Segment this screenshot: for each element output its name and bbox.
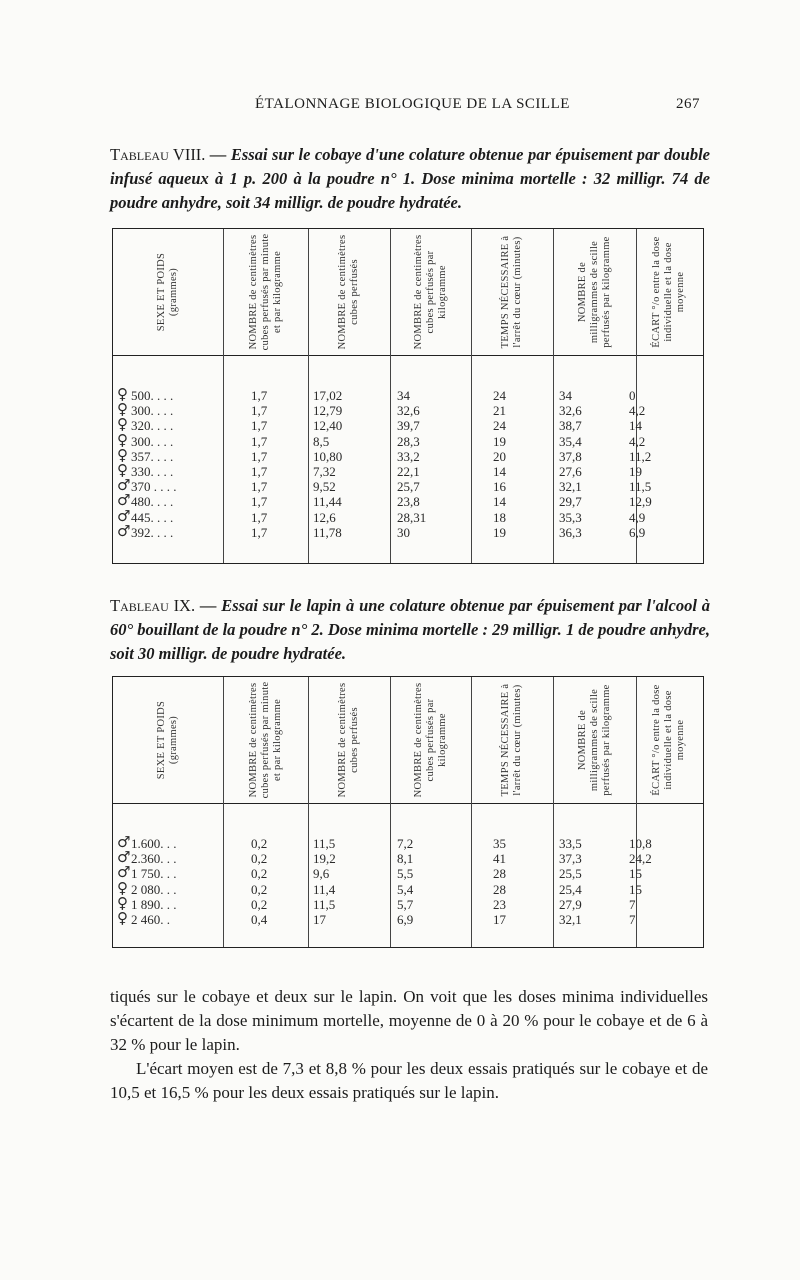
table8-header: [113, 229, 703, 356]
value-cell-4: 6,9: [397, 912, 414, 927]
sex-symbol: ♀: [117, 878, 128, 897]
value-cell-3: 11,44: [313, 494, 342, 510]
value-cell-2: 0,2: [251, 896, 268, 912]
column-header-label: NOMBRE de milligrammes de scille perfusés par kilogramme: [576, 684, 612, 796]
value-cell-7: 14: [629, 418, 642, 434]
value-cell-5: 14: [493, 464, 506, 479]
value-cell-4: 22,1: [397, 464, 420, 479]
value-cell-3: 17: [313, 912, 326, 927]
value-cell-4: 25,7: [397, 479, 420, 495]
table8-caption: [110, 143, 710, 215]
value-cell-4: 5,4: [397, 881, 414, 897]
table-row: [113, 863, 703, 882]
column-header-1: [113, 677, 224, 803]
weight-cell: 2 460. .: [131, 912, 170, 927]
value-cell-2: 0,2: [251, 836, 268, 851]
weight-cell: 300. . . .: [131, 433, 174, 449]
sex-symbol: ♀: [117, 445, 128, 464]
value-cell-5: 28: [493, 866, 506, 882]
column-header-4: [390, 229, 472, 355]
sex-symbol: ♂: [117, 476, 131, 495]
value-cell-2: 1,7: [251, 433, 268, 449]
sex-symbol: ♂: [117, 863, 131, 882]
value-cell-4: 5,7: [397, 896, 414, 912]
value-cell-2: 0,4: [251, 912, 268, 927]
weight-cell: 445. . . .: [131, 509, 174, 525]
value-cell-5: 20: [493, 448, 506, 464]
table9-body: [113, 803, 703, 947]
value-cell-5: 41: [493, 851, 506, 867]
column-header-6: [553, 229, 637, 355]
sex-symbol: ♀: [117, 415, 128, 434]
value-cell-6: 34: [559, 388, 572, 403]
value-cell-6: 32,1: [559, 912, 582, 927]
column-header-label: NOMBRE de centimètres cubes perfusés: [337, 682, 360, 798]
page-number: 267: [676, 96, 700, 112]
table-row: [113, 893, 703, 913]
sex-symbol: ♀: [117, 385, 128, 403]
paragraph-2: L'écart moyen est de 7,3 et 8,8 % pour les deux essais pratiqués sur le cobaye et de 10,5 et 16,5 % pour les deux essais pratiqués sur le lapin.: [110, 1059, 708, 1102]
value-cell-3: 9,6: [313, 866, 330, 882]
table-row: [113, 476, 703, 495]
weight-cell: 1.600. . .: [131, 836, 177, 851]
value-cell-6: 37,8: [559, 448, 582, 464]
value-cell-6: 25,4: [559, 881, 582, 897]
value-cell-7: 15: [629, 881, 642, 897]
table-row: [113, 491, 703, 510]
table9: [112, 676, 704, 948]
table-row: [113, 445, 703, 465]
table-row: [113, 400, 703, 419]
value-cell-7: 4,2: [629, 433, 646, 449]
table9-header: [113, 677, 703, 804]
weight-cell: 357. . . .: [131, 448, 174, 464]
value-cell-3: 11,5: [313, 836, 336, 851]
sex-symbol: ♀: [117, 430, 128, 449]
column-header-label: NOMBRE de centimètres cubes perfusés par minute et par kilogramme: [247, 233, 283, 351]
value-cell-7: 4,2: [629, 403, 646, 419]
value-cell-2: 0,2: [251, 881, 268, 897]
sex-symbol: ♀: [117, 893, 128, 912]
column-header-label: TEMPS NÉCESSAIRE à l'arrêt du cœur (minutes): [500, 683, 523, 797]
column-header-7: [636, 677, 702, 803]
value-cell-4: 8,1: [397, 851, 414, 867]
value-cell-3: 11,4: [313, 881, 336, 897]
value-cell-2: 1,7: [251, 524, 268, 540]
weight-cell: 370 . . . .: [131, 479, 177, 495]
value-cell-6: 32,1: [559, 479, 582, 495]
value-cell-6: 35,4: [559, 433, 582, 449]
value-cell-4: 33,2: [397, 448, 420, 464]
value-cell-5: 23: [493, 896, 506, 912]
table-row: [113, 430, 703, 450]
column-header-2: [223, 229, 309, 355]
weight-cell: 392. . . .: [131, 524, 174, 540]
value-cell-7: 11,5: [629, 479, 652, 495]
value-cell-7: 12,9: [629, 494, 652, 510]
value-cell-5: 18: [493, 509, 506, 525]
sex-symbol: ♀: [117, 400, 128, 419]
table-row: [113, 521, 703, 541]
table8-title: — Essai sur le cobaye d'une colature obtenue par épuisement par double infusé aqueux à 1 p. 200 à la poudre n° 1. Dose minima mortelle : 32 milligr. 74 de poudre anhydre, soit 34 milligr. de poudre hydratée.: [110, 145, 711, 212]
paragraph-1: tiqués sur le cobaye et deux sur le lapin. On voit que les doses minima individuelles s'écartent de la dose minimum mortelle, moyenne de 0 à 20 % pour le cobaye et de 6 à 32 % pour le lapin.: [110, 987, 708, 1054]
table-row: [113, 415, 703, 434]
sex-symbol: ♀: [117, 909, 128, 927]
table8-body: [113, 355, 703, 563]
weight-cell: 2 080. . .: [131, 881, 177, 897]
sex-symbol: ♂: [117, 848, 131, 867]
column-header-3: [308, 229, 391, 355]
value-cell-7: 24,2: [629, 851, 652, 867]
value-cell-7: 10,8: [629, 836, 652, 851]
column-header-1: [113, 229, 224, 355]
value-cell-3: 17,02: [313, 388, 343, 403]
value-cell-5: 28: [493, 881, 506, 897]
weight-cell: 320. . . .: [131, 418, 174, 434]
value-cell-5: 19: [493, 433, 506, 449]
column-header-2: [223, 677, 309, 803]
value-cell-3: 12,79: [313, 403, 343, 419]
column-header-4: [390, 677, 472, 803]
value-cell-7: 11,2: [629, 448, 652, 464]
value-cell-2: 0,2: [251, 851, 268, 867]
value-cell-3: 11,5: [313, 896, 336, 912]
value-cell-4: 39,7: [397, 418, 420, 434]
weight-cell: 300. . . .: [131, 403, 174, 419]
weight-cell: 2.360. . .: [131, 851, 177, 867]
value-cell-7: 7: [629, 912, 636, 927]
value-cell-2: 1,7: [251, 509, 268, 525]
table-row: [113, 848, 703, 867]
value-cell-2: 1,7: [251, 403, 268, 419]
value-cell-5: 21: [493, 403, 506, 419]
column-header-label: SEXE ET POIDS (grammes): [156, 252, 179, 332]
table9-label: Tableau IX.: [110, 596, 196, 615]
table-row: [113, 506, 703, 526]
column-header-label: SEXE ET POIDS (grammes): [156, 700, 179, 780]
table9-title: — Essai sur le lapin à une colature obtenue par épuisement par l'alcool à 60° bouillant de la poudre n° 2. Dose minima mortelle : 29 milligr. 1 de poudre anhydre, soit 30 milligr. de poudre hydratée.: [110, 596, 710, 663]
value-cell-3: 7,32: [313, 464, 336, 479]
value-cell-6: 35,3: [559, 509, 582, 525]
value-cell-5: 19: [493, 524, 506, 540]
sex-symbol: ♂: [117, 506, 131, 525]
table8-label: Tableau VIII.: [110, 145, 206, 164]
value-cell-5: 14: [493, 494, 506, 510]
value-cell-6: 27,9: [559, 896, 582, 912]
value-cell-2: 1,7: [251, 479, 268, 495]
table-row: [113, 878, 703, 898]
value-cell-4: 30: [397, 524, 410, 540]
table8: [112, 228, 704, 564]
column-header-5: [471, 677, 554, 803]
weight-cell: 330. . . .: [131, 464, 174, 479]
value-cell-6: 37,3: [559, 851, 582, 867]
value-cell-4: 7,2: [397, 836, 414, 851]
column-header-3: [308, 677, 391, 803]
table-row: [113, 833, 703, 852]
sex-symbol: ♂: [117, 833, 131, 851]
column-header-label: ÉCART °/o entre la dose individuelle et la dose moyenne: [651, 684, 686, 796]
value-cell-3: 19,2: [313, 851, 336, 867]
column-header-label: ÉCART °/o entre la dose individuelle et la dose moyenne: [651, 236, 686, 348]
value-cell-5: 24: [493, 388, 506, 403]
column-header-label: TEMPS NÉCESSAIRE à l'arrêt du cœur (minutes): [500, 235, 523, 349]
value-cell-2: 1,7: [251, 388, 268, 403]
table-row: [113, 909, 703, 928]
value-cell-4: 28,3: [397, 433, 420, 449]
table9-caption: [110, 594, 710, 666]
value-cell-6: 33,5: [559, 836, 582, 851]
column-header-6: [553, 677, 637, 803]
value-cell-2: 1,7: [251, 464, 268, 479]
value-cell-7: 6,9: [629, 524, 646, 540]
value-cell-6: 32,6: [559, 403, 582, 419]
value-cell-4: 32,6: [397, 403, 420, 419]
value-cell-7: 19: [629, 464, 642, 479]
column-header-label: NOMBRE de centimètres cubes perfusés par minute et par kilogramme: [247, 681, 283, 799]
weight-cell: 1 750. . .: [131, 866, 177, 882]
value-cell-6: 38,7: [559, 418, 582, 434]
value-cell-7: 4,9: [629, 509, 646, 525]
sex-symbol: ♀: [117, 461, 128, 479]
value-cell-5: 16: [493, 479, 506, 495]
value-cell-3: 11,78: [313, 524, 342, 540]
value-cell-2: 1,7: [251, 418, 268, 434]
value-cell-3: 8,5: [313, 433, 330, 449]
weight-cell: 1 890. . .: [131, 896, 177, 912]
value-cell-6: 29,7: [559, 494, 582, 510]
column-header-label: NOMBRE de centimètres cubes perfusés par kilogramme: [412, 234, 448, 350]
value-cell-5: 17: [493, 912, 506, 927]
column-header-label: NOMBRE de milligrammes de scille perfusés par kilogramme: [576, 236, 612, 348]
value-cell-7: 0: [629, 388, 636, 403]
value-cell-5: 35: [493, 836, 506, 851]
column-header-label: NOMBRE de centimètres cubes perfusés par kilogramme: [412, 682, 448, 798]
table-row: [113, 385, 703, 404]
weight-cell: 480. . . .: [131, 494, 174, 510]
value-cell-7: 15: [629, 866, 642, 882]
value-cell-2: 1,7: [251, 448, 268, 464]
column-header-5: [471, 229, 554, 355]
value-cell-3: 12,6: [313, 509, 336, 525]
value-cell-4: 34: [397, 388, 410, 403]
sex-symbol: ♂: [117, 491, 131, 510]
value-cell-2: 0,2: [251, 866, 268, 882]
column-header-label: NOMBRE de centimètres cubes perfusés: [337, 234, 360, 350]
value-cell-4: 23,8: [397, 494, 420, 510]
value-cell-3: 10,80: [313, 448, 343, 464]
column-header-7: [636, 229, 702, 355]
value-cell-2: 1,7: [251, 494, 268, 510]
value-cell-4: 28,31: [397, 509, 427, 525]
value-cell-6: 27,6: [559, 464, 582, 479]
value-cell-6: 36,3: [559, 524, 582, 540]
value-cell-3: 12,40: [313, 418, 343, 434]
running-title: ÉTALONNAGE BIOLOGIQUE DE LA SCILLE: [255, 96, 570, 112]
table-row: [113, 461, 703, 480]
value-cell-4: 5,5: [397, 866, 414, 882]
value-cell-7: 7: [629, 896, 636, 912]
sex-symbol: ♂: [117, 521, 131, 540]
value-cell-6: 25,5: [559, 866, 582, 882]
value-cell-5: 24: [493, 418, 506, 434]
body-text: [110, 985, 708, 1105]
value-cell-3: 9,52: [313, 479, 336, 495]
running-header: [110, 96, 700, 116]
weight-cell: 500. . . .: [131, 388, 174, 403]
